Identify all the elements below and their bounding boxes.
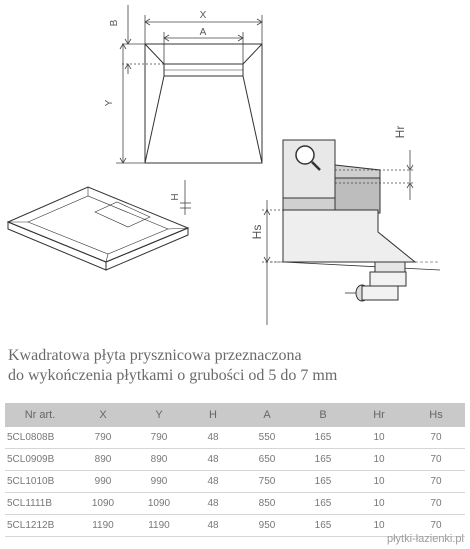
header-hs: Hs xyxy=(407,403,465,427)
cross-section xyxy=(265,140,440,270)
cell-a: 850 xyxy=(239,493,295,515)
tray-body xyxy=(283,210,415,262)
cell-hr: 10 xyxy=(351,515,407,537)
header-x: X xyxy=(75,403,131,427)
cell-y: 890 xyxy=(131,449,187,471)
table-row xyxy=(5,427,465,449)
label-hr: Hr xyxy=(393,125,407,139)
dimension-h xyxy=(180,180,191,215)
cell-hr: 10 xyxy=(351,471,407,493)
label-hs: Hs xyxy=(250,224,264,240)
cell-hs: 70 xyxy=(407,471,465,493)
label-b: B xyxy=(109,19,120,27)
header-h: H xyxy=(187,403,239,427)
cell-x: 790 xyxy=(75,427,131,449)
cell-hs: 70 xyxy=(407,427,465,449)
header-y: Y xyxy=(131,403,187,427)
cell-hr: 10 xyxy=(351,427,407,449)
cell-h: 48 xyxy=(187,427,239,449)
label-x: X xyxy=(199,10,207,21)
cell-h: 48 xyxy=(187,515,239,537)
cell-y: 790 xyxy=(131,427,187,449)
label-y: Y xyxy=(104,99,115,107)
table-header-row xyxy=(5,403,465,427)
table-row xyxy=(5,449,465,471)
cell-h: 48 xyxy=(187,471,239,493)
cell-a: 650 xyxy=(239,449,295,471)
description-line-2: do wykończenia płytkami o grubości od 5 do 7 mm xyxy=(8,367,338,384)
cell-x: 1190 xyxy=(75,515,131,537)
cell-hr: 10 xyxy=(351,493,407,515)
header-hr: Hr xyxy=(351,403,407,427)
cell-nr-art: 5CL0808B xyxy=(5,427,75,449)
cell-y: 1090 xyxy=(131,493,187,515)
cell-b: 165 xyxy=(295,449,351,471)
siphon xyxy=(345,262,406,301)
cell-x: 1090 xyxy=(75,493,131,515)
product-description xyxy=(8,346,464,386)
siphon-neck xyxy=(375,262,405,272)
cell-a: 750 xyxy=(239,471,295,493)
cell-hr: 10 xyxy=(351,449,407,471)
isometric-view xyxy=(8,187,188,270)
dimension-y xyxy=(116,44,145,163)
cell-a: 550 xyxy=(239,427,295,449)
top-view xyxy=(145,44,262,163)
cell-hs: 70 xyxy=(407,493,465,515)
cell-h: 48 xyxy=(187,493,239,515)
cell-hs: 70 xyxy=(407,515,465,537)
cell-hs: 70 xyxy=(407,449,465,471)
cell-b: 165 xyxy=(295,427,351,449)
drain-body xyxy=(335,178,380,213)
cell-y: 1190 xyxy=(131,515,187,537)
cell-b: 165 xyxy=(295,493,351,515)
cell-b: 165 xyxy=(295,471,351,493)
header-nr-art: Nr art. xyxy=(5,403,75,427)
cell-nr-art: 5CL1212B xyxy=(5,515,75,537)
spec-table xyxy=(5,403,465,537)
cell-h: 48 xyxy=(187,449,239,471)
cell-x: 990 xyxy=(75,471,131,493)
cell-nr-art: 5CL0909B xyxy=(5,449,75,471)
cell-nr-art: 5CL1010B xyxy=(5,471,75,493)
cell-a: 950 xyxy=(239,515,295,537)
cell-b: 165 xyxy=(295,515,351,537)
dimension-hs xyxy=(262,200,283,325)
cell-nr-art: 5CL1111B xyxy=(5,493,75,515)
watermark: płytki-łazienki.pl xyxy=(386,533,464,545)
header-b: B xyxy=(295,403,351,427)
description-line-1: Kwadratowa płyta prysznicowa przeznaczona xyxy=(8,347,302,364)
header-a: A xyxy=(239,403,295,427)
table-row xyxy=(5,471,465,493)
cell-x: 890 xyxy=(75,449,131,471)
label-a: A xyxy=(199,27,207,38)
cell-y: 990 xyxy=(131,471,187,493)
iso-drain xyxy=(95,202,150,227)
table-row xyxy=(5,493,465,515)
dimension-b xyxy=(122,5,164,74)
label-h: H xyxy=(170,193,181,201)
